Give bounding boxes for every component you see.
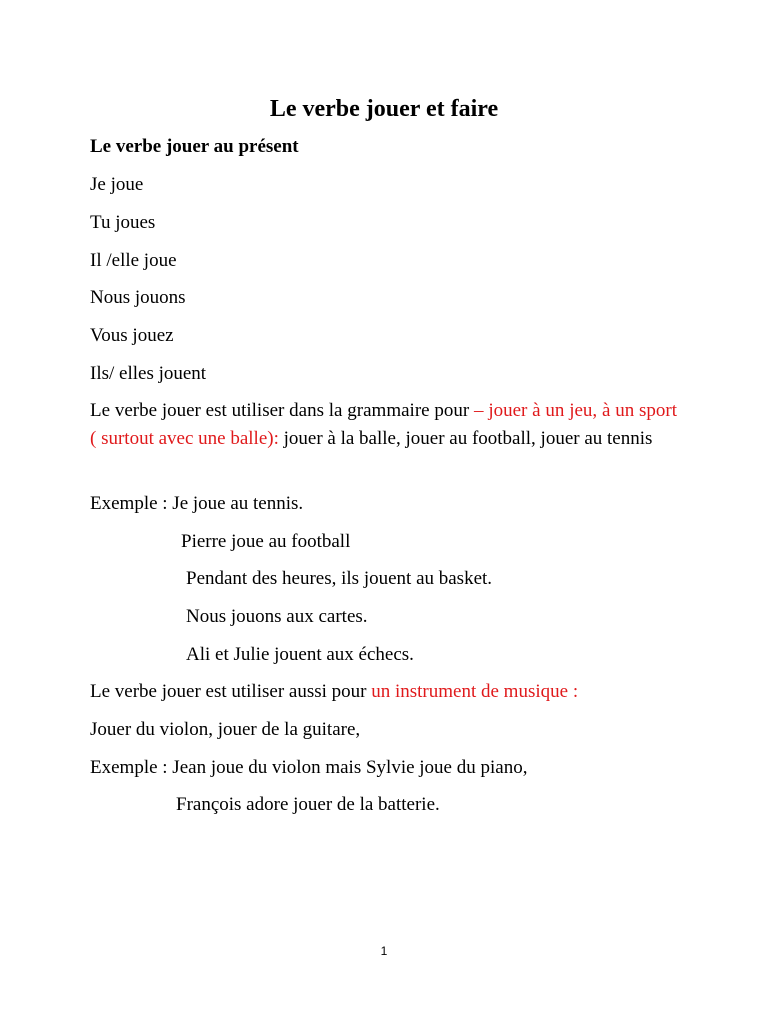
usage-examples: jouer à la balle, jouer au football, jouer au tennis xyxy=(278,427,653,449)
conjugation-line: Tu joues xyxy=(90,212,156,233)
example-line: Nous jouons aux cartes. xyxy=(186,606,368,627)
usage-intro: Le verbe jouer est utiliser dans la grammaire pour xyxy=(90,400,475,421)
example-line: Exemple : Jean joue du violon mais Sylvie joue du piano, xyxy=(90,757,528,778)
example-line: Ali et Julie jouent aux échecs. xyxy=(186,644,414,665)
example-line: François adore jouer de la batterie. xyxy=(176,794,440,815)
example-line: Pierre joue au football xyxy=(181,531,351,552)
conjugation-line: Je joue xyxy=(90,174,144,195)
usage-highlight: – jouer à un jeu, à un sport ( surtout avec une balle): xyxy=(90,400,677,449)
usage-paragraph-sport xyxy=(90,397,677,452)
conjugation-line: Nous jouons xyxy=(90,287,186,308)
page-number: 1 xyxy=(380,944,388,958)
document-title: Le verbe jouer et faire xyxy=(269,96,499,122)
usage-paragraph-music xyxy=(90,679,578,705)
usage-highlight: un instrument de musique : xyxy=(371,681,579,702)
section-heading: Le verbe jouer au présent xyxy=(90,136,299,157)
conjugation-line: Vous jouez xyxy=(90,325,174,346)
example-line: Exemple : Je joue au tennis. xyxy=(90,493,304,514)
example-line: Pendant des heures, ils jouent au basket. xyxy=(186,568,493,589)
conjugation-line: Il /elle joue xyxy=(90,250,177,271)
conjugation-line: Ils/ elles jouent xyxy=(90,363,207,384)
usage-example-line: Jouer du violon, jouer de la guitare, xyxy=(90,719,361,740)
usage-intro: Le verbe jouer est utiliser aussi pour xyxy=(90,681,372,702)
